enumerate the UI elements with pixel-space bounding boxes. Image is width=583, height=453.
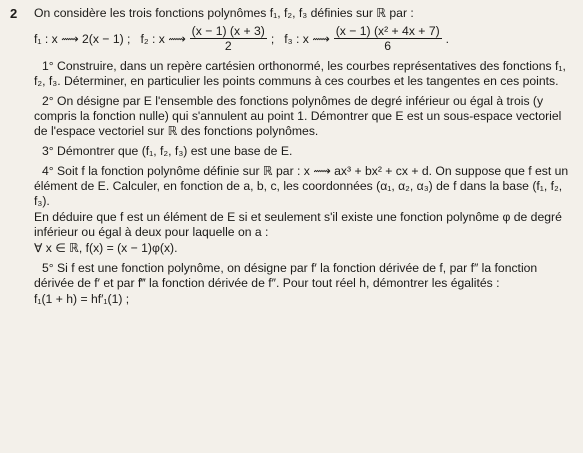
- question-4-identity: ∀ x ∈ ℝ, f(x) = (x − 1)φ(x).: [34, 241, 178, 255]
- question-1: 1° Construire, dans un repère cartésien orthonormé, les courbes représentatives des fonctions f₁, f₂, f₃. Déterminer, en particulier les points communs à ces courbes et les tangentes en ces points.: [34, 59, 566, 88]
- f2-numerator: (x − 1) (x + 3): [191, 24, 265, 38]
- f2-end: ;: [270, 31, 275, 46]
- question-3: 3° Démontrer que (f₁, f₂, f₃) est une base de E.: [42, 144, 293, 158]
- f2-denominator: 2: [224, 39, 232, 53]
- f3-fraction: [334, 24, 442, 53]
- question-5-equality: f₁(1 + h) = hf′₁(1) ;: [34, 292, 130, 306]
- function-definitions: [34, 24, 577, 53]
- question-2: 2° On désigne par E l'ensemble des fonctions polynômes de degré inférieur ou égal à trois (y compris la fonction nulle) qui s'annulent au point 1. Démontrer que E est un sous-espace vectoriel de l'espace vectoriel sur ℝ des fonctions polynômes.: [34, 94, 562, 138]
- exercise-intro: On considère les trois fonctions polynômes f₁, f₂, f₃ définies sur ℝ par :: [34, 6, 414, 20]
- f3-denominator: 6: [384, 39, 392, 53]
- f3-lhs: f₃ : x ⟿: [284, 31, 330, 46]
- question-4-part-b: En déduire que f est un élément de E si et seulement s'il existe une fonction polynôme φ de degré inférieur ou égal à deux pour laquelle on a :: [34, 210, 562, 239]
- exercise-number: 2: [10, 6, 18, 21]
- f2-lhs: f₂ : x ⟿: [140, 31, 186, 46]
- question-5: 5° Si f est une fonction polynôme, on désigne par f′ la fonction dérivée de f, par f″ la fonction dérivée de f′ et par f‴ la fonction dérivée de f″. Pour tout réel h, démontrer les égalités :: [34, 261, 538, 290]
- f1-definition: f₁ : x ⟿ 2(x − 1) ;: [34, 31, 131, 46]
- question-4-part-a: 4° Soit f la fonction polynôme définie sur ℝ par : x ⟿ ax³ + bx² + cx + d. On suppose que f est un élément de E. Calculer, en fonction de a, b, c, les coordonnées (α₁, α₂, α₃) de f dans la base (f₁, f₂, f₃).: [34, 164, 569, 208]
- f3-end: .: [445, 31, 450, 46]
- f3-numerator: (x − 1) (x² + 4x + 7): [335, 24, 440, 38]
- f2-fraction: [190, 24, 267, 53]
